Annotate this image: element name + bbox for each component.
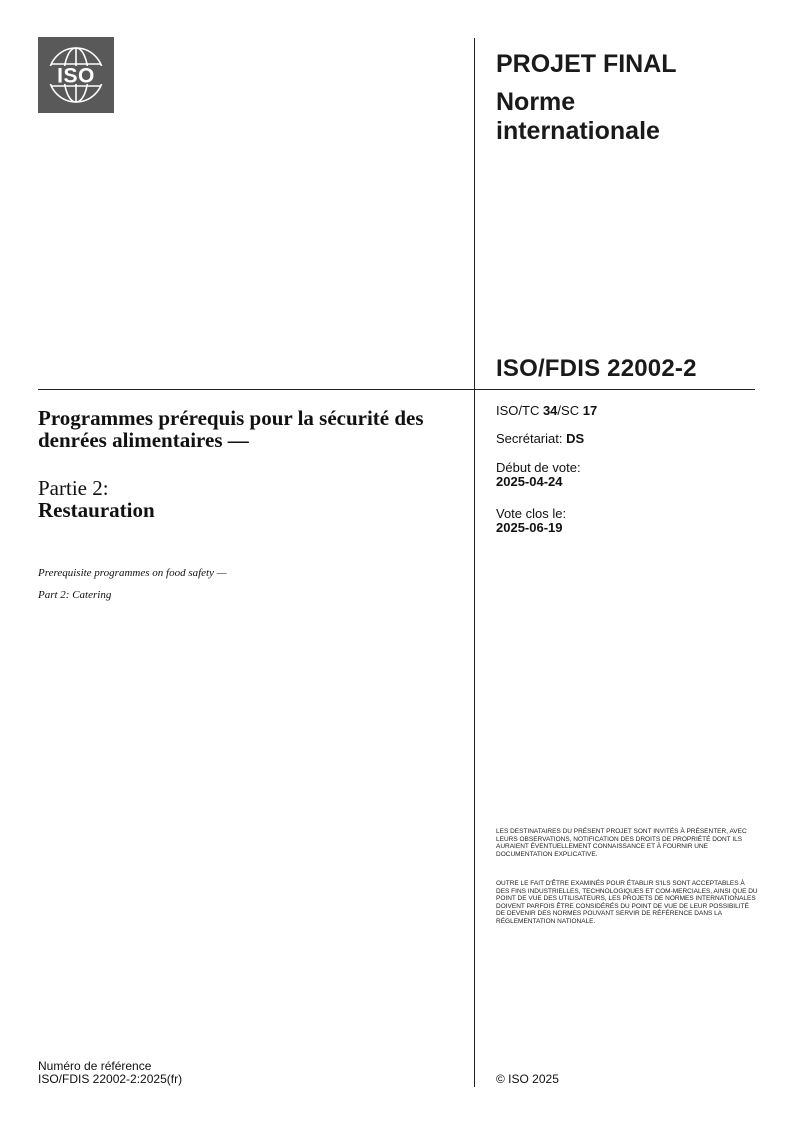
secretariat-value: DS bbox=[566, 431, 585, 446]
vote-end-label: Vote clos le: bbox=[496, 506, 567, 521]
copyright: © ISO 2025 bbox=[496, 1072, 559, 1086]
tc-number: 34 bbox=[542, 403, 558, 418]
reference-number: ISO/FDIS 22002-2:2025(fr) bbox=[38, 1072, 183, 1086]
vote-start-date: 2025-04-24 bbox=[496, 474, 563, 489]
sc-number: 17 bbox=[582, 403, 598, 418]
technical-committee bbox=[496, 404, 597, 418]
vote-start bbox=[496, 461, 581, 489]
english-title: Prerequisite programmes on food safety — bbox=[38, 567, 227, 579]
globe-icon bbox=[38, 37, 114, 113]
part-label: Partie 2: bbox=[38, 476, 109, 500]
recipients-notice: LES DESTINATAIRES DU PRÉSENT PROJET SONT INVITÉS À PRÉSENTER, AVEC LEURS OBSERVATIONS, NOTIFICATION DES DROITS DE PROPRIÉTÉ DONT ILS AURAIENT ÉVENTUELLEMENT CONNAISSANCE ET À FOURNIR UNE DOCUMENTATION EXPLICATIVE. bbox=[496, 828, 747, 858]
stage-title: PROJET FINAL bbox=[496, 50, 677, 78]
tc-prefix: ISO/TC bbox=[496, 403, 543, 418]
reference-label: Numéro de référence bbox=[38, 1059, 152, 1073]
vote-end bbox=[496, 507, 566, 535]
secretariat-label: Secrétariat: bbox=[496, 431, 567, 446]
document-number: ISO/FDIS 22002-2 bbox=[496, 355, 697, 382]
english-part-title: Part 2: Catering bbox=[38, 589, 112, 601]
secretariat bbox=[496, 432, 584, 446]
vote-end-date: 2025-06-19 bbox=[496, 520, 563, 535]
sc-prefix: /SC bbox=[557, 403, 583, 418]
evaluation-notice: OUTRE LE FAIT D'ÊTRE EXAMINÉS POUR ÉTABLIR S'ILS SONT ACCEPTABLES À DES FINS INDUSTRIELLES, TECHNOLOGIQUES ET COM-MERCIALES, AINSI QUE DU POINT DE VUE DES UTILISATEURS, LES PROJETS DE NORMES INTERNATIONALES DOIVENT PARFOIS ÊTRE CONSIDÉRÉS DU POINT DE VUE DE LEUR POSSIBILITÉ DE DEVENIR DES NORMES POUVANT SERVIR DE RÉFÉRENCE DANS LA RÉGLEMENTATION NATIONALE. bbox=[496, 880, 758, 925]
document-type: Norme internationale bbox=[496, 88, 660, 145]
document-title: Programmes prérequis pour la sécurité des denrées alimentaires — bbox=[38, 406, 424, 452]
logo-text: ISO bbox=[57, 64, 95, 88]
vote-start-label: Début de vote: bbox=[496, 460, 581, 475]
iso-logo bbox=[38, 37, 114, 113]
vertical-divider bbox=[474, 38, 475, 1087]
part-title: Restauration bbox=[38, 498, 155, 522]
horizontal-divider bbox=[38, 389, 755, 390]
